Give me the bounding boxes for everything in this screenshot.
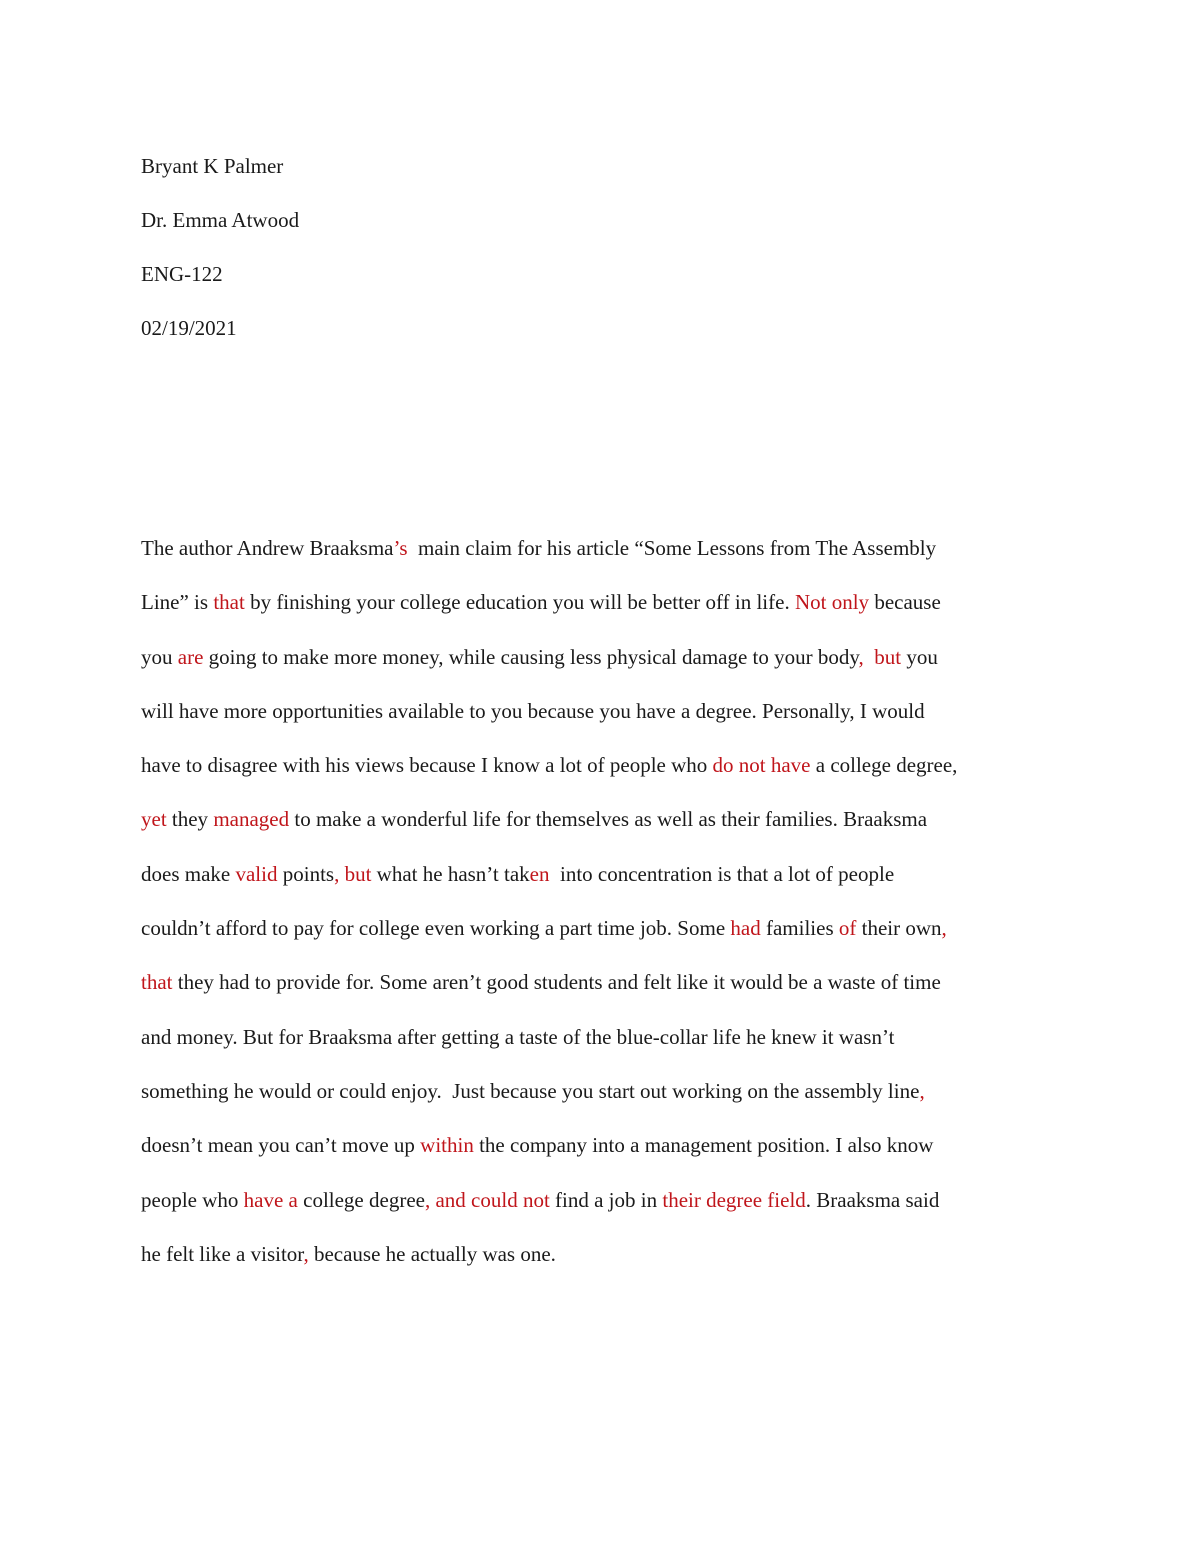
paragraph-text: going to make more money, while causing less physical damage to your body [203, 644, 859, 669]
document-header [141, 139, 299, 355]
paragraph-line [141, 684, 1071, 738]
paragraph-text: something he would or could enjoy. Just because you start out working on the assembly line [141, 1078, 920, 1103]
edit-mark-text: that [141, 970, 173, 995]
edit-mark-text: had [730, 916, 761, 941]
paragraph-line [141, 738, 1071, 792]
edit-mark-text: that [213, 590, 245, 615]
instructor-name: Dr. Emma Atwood [141, 208, 300, 232]
paragraph-text: he felt like a visitor [141, 1241, 304, 1266]
paragraph-line [141, 521, 1071, 575]
paragraph-text: find a job in [549, 1187, 663, 1212]
paragraph-text: college degree [297, 1187, 425, 1212]
paragraph-text: because [869, 590, 941, 615]
paragraph-text: people who [141, 1187, 244, 1212]
paragraph-text: and money. But for Braaksma after getting a taste of the blue-collar life he knew it wasn’t [141, 1024, 895, 1049]
paragraph-text: . Braaksma said [805, 1187, 940, 1212]
paragraph-line [141, 575, 1071, 629]
paragraph-text: The author Andrew Braaksma [141, 536, 394, 560]
paragraph-line [141, 630, 1071, 684]
paragraph-text: doesn’t mean you can’t move up [141, 1133, 421, 1158]
document-date: 02/19/2021 [141, 316, 237, 340]
paragraph-text: the company into a management position. I also know [473, 1133, 934, 1158]
paragraph-line [141, 1010, 1071, 1064]
paragraph-text: couldn’t afford to pay for college even working a part time job. Some [141, 916, 731, 941]
edit-mark-text: do not have [712, 753, 811, 778]
paragraph-text: Line” is [141, 590, 214, 615]
edit-mark-text: , but [858, 644, 902, 669]
edit-mark-text: en [529, 861, 550, 886]
edit-mark-text: managed [213, 807, 290, 832]
edit-mark-text: within [420, 1133, 474, 1158]
course-code: ENG-122 [141, 262, 223, 286]
paragraph-text: have to disagree with his views because I know a lot of people who [141, 753, 713, 778]
edit-mark-text: , [919, 1078, 925, 1103]
paragraph-text: families [760, 916, 839, 941]
edit-mark-text: , [303, 1241, 309, 1266]
paragraph-text: their own [856, 916, 942, 941]
student-name: Bryant K Palmer [141, 154, 284, 178]
essay-paragraph [141, 521, 1071, 1281]
paragraph-line [141, 792, 1071, 846]
paragraph-line [141, 1173, 1071, 1227]
paragraph-line [141, 901, 1071, 955]
paragraph-text: will have more opportunities available to you because you have a degree. Personally, I would [141, 698, 925, 723]
paragraph-text: you [141, 644, 178, 669]
paragraph-text: what he hasn’t tak [371, 861, 530, 886]
edit-mark-text: valid [235, 861, 278, 886]
edit-mark-text: are [177, 644, 204, 669]
paragraph-line [141, 1064, 1071, 1118]
edit-mark-text: , [941, 916, 947, 941]
paragraph-text: to make a wonderful life for themselves as well as their families. Braaksma [289, 807, 928, 832]
paragraph-text: does make [141, 861, 236, 886]
edit-mark-text: their degree field [662, 1187, 806, 1212]
paragraph-text: because he actually was one. [308, 1241, 556, 1266]
paragraph-text: by finishing your college education you will be better off in life. [244, 590, 795, 615]
edit-mark-text: have a [243, 1187, 298, 1212]
edit-mark-text: Not only [794, 590, 870, 615]
edit-mark-text: , and could not [424, 1187, 550, 1212]
paragraph-line [141, 1227, 1071, 1281]
paragraph-line [141, 847, 1071, 901]
paragraph-text: they [166, 807, 214, 832]
edit-mark-text: ’s [393, 536, 408, 560]
paragraph-text: points [277, 861, 335, 886]
edit-mark-text: , but [334, 861, 372, 886]
paragraph-text: you [901, 644, 938, 669]
edit-mark-text: of [838, 916, 857, 941]
paragraph-text: main claim for his article “Some Lessons from The Assembly [407, 536, 937, 560]
paragraph-line [141, 1118, 1071, 1172]
paragraph-text: a college degree, [810, 753, 958, 778]
paragraph-text: they had to provide for. Some aren’t good students and felt like it would be a waste of time [172, 970, 941, 995]
paragraph-text: into concentration is that a lot of people [549, 861, 895, 886]
edit-mark-text: yet [141, 807, 167, 832]
paragraph-line [141, 955, 1071, 1009]
